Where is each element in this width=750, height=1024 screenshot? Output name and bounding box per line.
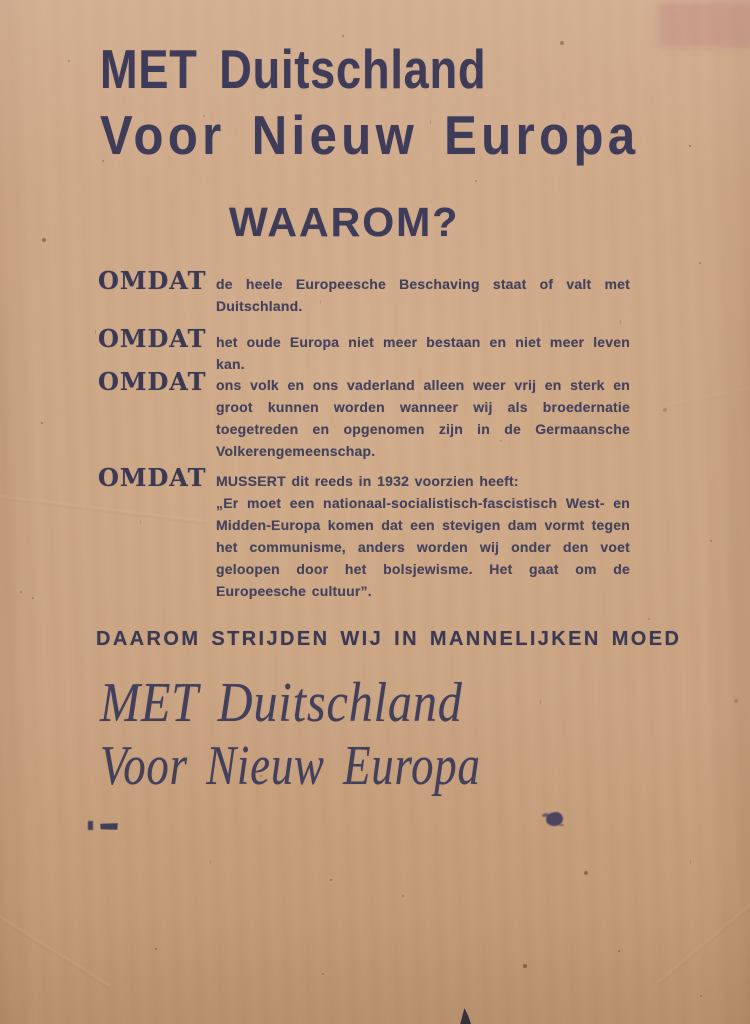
slogan-line-1: MET Duitschland	[100, 672, 463, 734]
tape-stain	[658, 2, 750, 48]
reason-intro: MUSSERT dit reeds in 1932 voorzien heeft:	[216, 473, 519, 489]
conclusion-line: DAAROM STRIJDEN WIJ IN MANNELIJKEN MOED	[96, 628, 682, 650]
reason-label: OMDAT	[98, 324, 207, 353]
reason-label: OMDAT	[98, 463, 207, 492]
reason-row	[98, 266, 632, 317]
headline-line-2: Voor Nieuw Europa	[100, 104, 640, 166]
crease-bottom-right	[658, 879, 750, 984]
crease-right	[656, 383, 750, 410]
reason-text	[216, 470, 630, 602]
reason-text: de heele Europeesche Beschaving staat of valt met Duitschland.	[216, 276, 630, 314]
bottom-edge-mark	[459, 1008, 471, 1024]
reason-text: het oude Europa niet meer bestaan en niet meer leven kan.	[216, 334, 630, 372]
headline-line-1: MET Duitschland	[100, 38, 487, 100]
slogan-line-2: Voor Nieuw Europa	[100, 735, 481, 797]
ink-blot	[546, 812, 563, 826]
reason-row	[98, 463, 632, 602]
reason-label: OMDAT	[98, 266, 207, 295]
reason-quote: „Er moet een nationaal-socialistisch-fascistisch West- en Midden-Europa komen dat een stevigen dam vormt tegen het communisme, anders worden wij onder den voet geloopen door het bolsjewisme. Het gaat om de Europeesche cultuur”.	[216, 495, 630, 599]
reason-text: ons volk en ons vaderland alleen weer vrij en sterk en groot kunnen worden wanneer wij als broedernatie toegetreden en opgenomen zijn in de Germaansche Volkerengemeenschap.	[216, 377, 630, 459]
reason-row	[98, 367, 632, 462]
question-heading: WAAROM?	[229, 199, 460, 245]
crease-bottom-left	[0, 911, 110, 988]
printer-imprint	[88, 821, 128, 830]
reason-label: OMDAT	[98, 367, 207, 396]
